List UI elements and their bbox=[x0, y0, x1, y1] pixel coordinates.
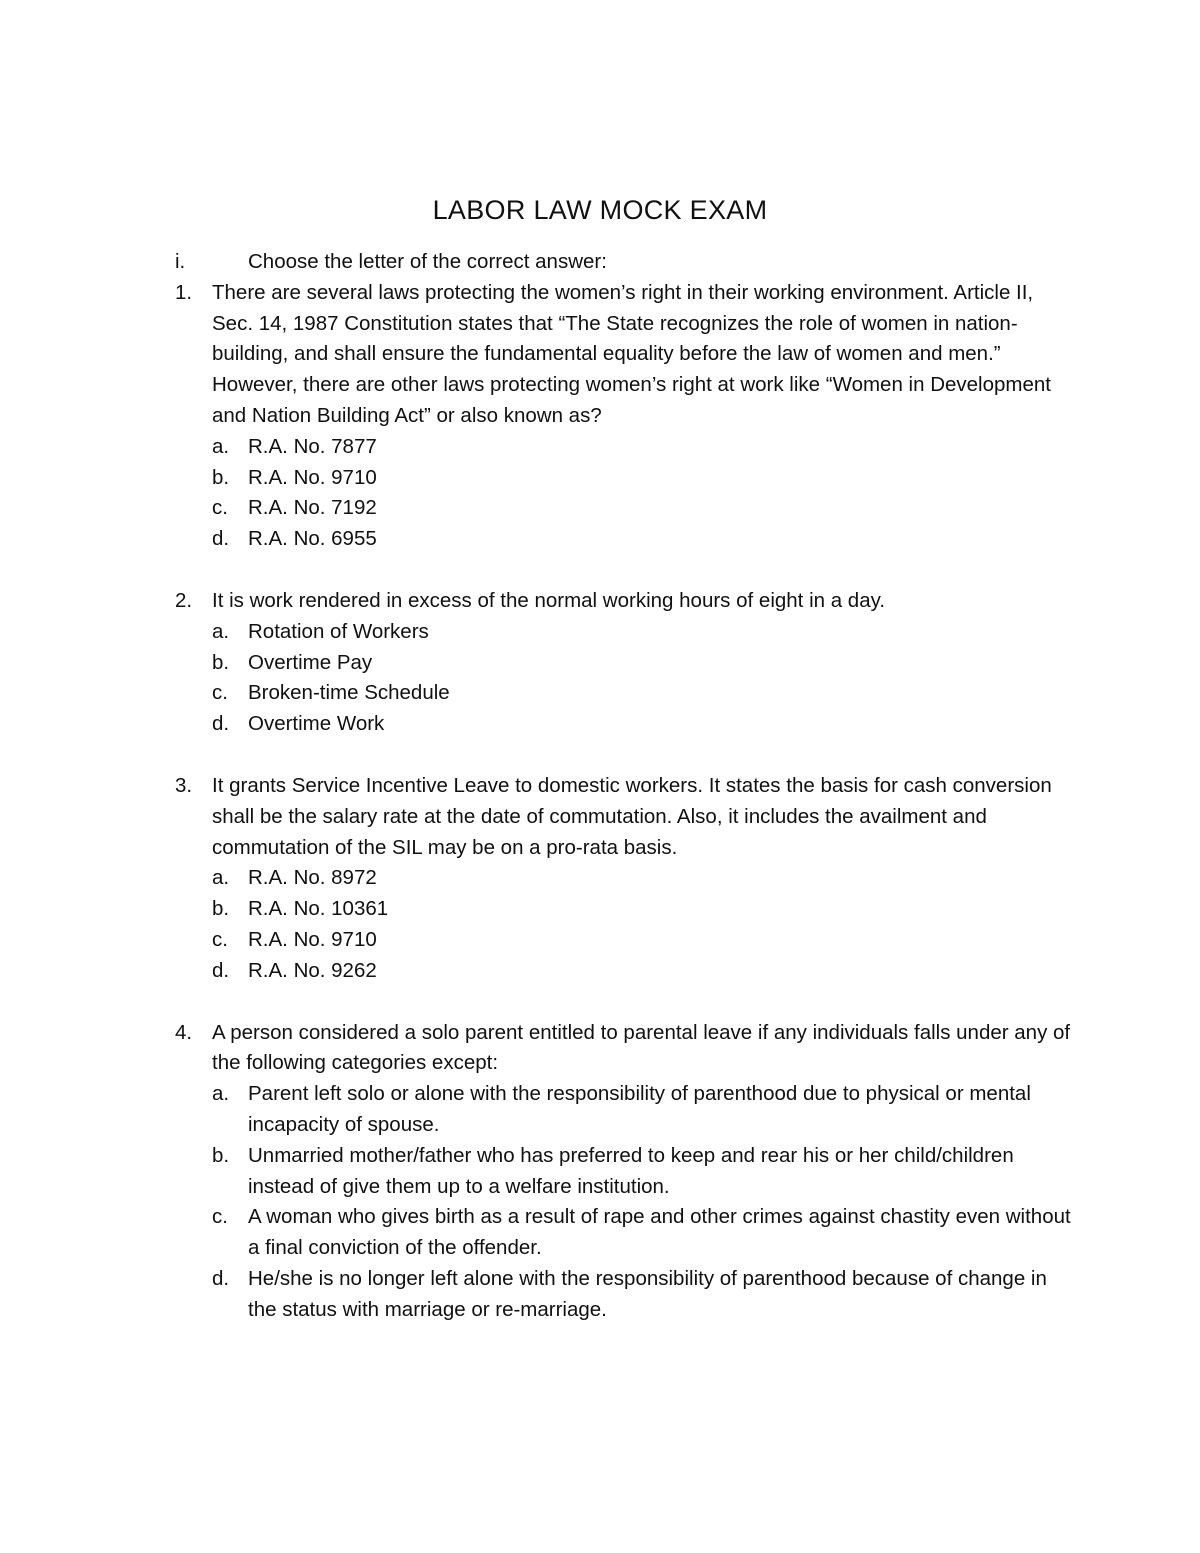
choice-letter: b. bbox=[212, 897, 230, 921]
question-text: It grants Service Incentive Leave to domestic workers. It states the basis for cash conversion shall be the salary rate at the date of commutation. Also, it includes the availment and commutation of the SIL may be on a pro-rata basis. bbox=[212, 773, 1052, 859]
choice-text: Overtime Pay bbox=[248, 650, 373, 674]
question-1 bbox=[175, 278, 1075, 555]
choice-item bbox=[212, 1141, 1075, 1203]
choice-letter: d. bbox=[212, 712, 230, 736]
choice-list bbox=[212, 432, 1075, 555]
choice-list bbox=[212, 617, 1075, 740]
choice-text: Unmarried mother/father who has preferred to keep and rear his or her child/children instead of give them up to a welfare institution. bbox=[248, 1143, 1014, 1198]
choice-item bbox=[212, 1079, 1075, 1141]
choice-letter: b. bbox=[212, 465, 230, 489]
choice-item bbox=[212, 925, 1075, 956]
choice-text: R.A. No. 6955 bbox=[248, 527, 377, 551]
spacer bbox=[175, 555, 1075, 586]
choice-letter: c. bbox=[212, 496, 228, 520]
choice-text: Parent left solo or alone with the responsibility of parenthood due to physical or mental incapacity of spouse. bbox=[248, 1082, 1031, 1136]
question-2 bbox=[175, 586, 1075, 740]
choice-item bbox=[212, 463, 1075, 494]
choice-text: Overtime Work bbox=[248, 712, 385, 736]
question-text: A person considered a solo parent entitled to parental leave if any individuals falls under any of the following categories except: bbox=[212, 1020, 1071, 1075]
choice-item bbox=[212, 1264, 1075, 1326]
choice-item bbox=[212, 678, 1075, 709]
choice-letter: d. bbox=[212, 527, 230, 551]
page-title: LABOR LAW MOCK EXAM bbox=[432, 195, 768, 225]
instruction-line bbox=[175, 247, 1075, 278]
choice-text: Broken-time Schedule bbox=[248, 681, 450, 705]
choice-text: R.A. No. 7192 bbox=[248, 496, 377, 520]
question-text: It is work rendered in excess of the normal working hours of eight in a day. bbox=[212, 588, 886, 612]
choice-text: A woman who gives birth as a result of rape and other crimes against chastity even without a final conviction of the offender. bbox=[248, 1205, 1071, 1260]
question-number: 2. bbox=[175, 588, 193, 612]
choice-letter: b. bbox=[212, 650, 230, 674]
choice-letter: d. bbox=[212, 1266, 230, 1290]
choice-item bbox=[212, 894, 1075, 925]
choice-letter: d. bbox=[212, 958, 230, 982]
instruction-marker: i. bbox=[175, 250, 186, 273]
choice-list bbox=[212, 1079, 1075, 1325]
choice-letter: a. bbox=[212, 866, 230, 890]
choice-letter: c. bbox=[212, 1205, 228, 1229]
choice-letter: c. bbox=[212, 681, 228, 705]
question-number: 3. bbox=[175, 773, 193, 797]
choice-text: R.A. No. 7877 bbox=[248, 434, 377, 458]
choice-item bbox=[212, 1202, 1075, 1264]
choice-letter: b. bbox=[212, 1143, 230, 1167]
choice-text: R.A. No. 9710 bbox=[248, 465, 377, 489]
choice-letter: a. bbox=[212, 619, 230, 643]
choice-text: R.A. No. 9710 bbox=[248, 927, 377, 951]
choice-letter: a. bbox=[212, 1082, 230, 1106]
choice-list bbox=[212, 863, 1075, 986]
choice-text: R.A. No. 10361 bbox=[248, 897, 389, 921]
question-text: There are several laws protecting the women’s right in their working environment. Article II, Sec. 14, 1987 Constitution states that “The State recognizes the role of women in nation-building, and shall ensure the fundamental equality before the law of women and men.” However, there are other laws protecting women’s right at work like “Women in Development and Nation Building Act” or also known as? bbox=[212, 280, 1051, 427]
question-3 bbox=[175, 771, 1075, 987]
question-4 bbox=[175, 1018, 1075, 1326]
choice-letter: c. bbox=[212, 927, 228, 951]
choice-item bbox=[212, 648, 1075, 679]
choice-text: R.A. No. 9262 bbox=[248, 958, 377, 982]
spacer bbox=[175, 740, 1075, 771]
choice-item bbox=[212, 617, 1075, 648]
exam-content bbox=[175, 247, 1075, 1326]
choice-item bbox=[212, 432, 1075, 463]
choice-item bbox=[212, 863, 1075, 894]
choice-letter: a. bbox=[212, 434, 230, 458]
choice-text: R.A. No. 8972 bbox=[248, 866, 377, 890]
choice-item bbox=[212, 709, 1075, 740]
spacer bbox=[175, 987, 1075, 1018]
question-number: 4. bbox=[175, 1020, 193, 1044]
choice-item bbox=[212, 493, 1075, 524]
instruction-text: Choose the letter of the correct answer: bbox=[248, 250, 607, 273]
question-number: 1. bbox=[175, 280, 193, 304]
choice-text: He/she is no longer left alone with the responsibility of parenthood because of change in the status with marriage or re-marriage. bbox=[248, 1266, 1047, 1321]
choice-item bbox=[212, 524, 1075, 555]
choice-text: Rotation of Workers bbox=[248, 619, 429, 643]
choice-item bbox=[212, 956, 1075, 987]
